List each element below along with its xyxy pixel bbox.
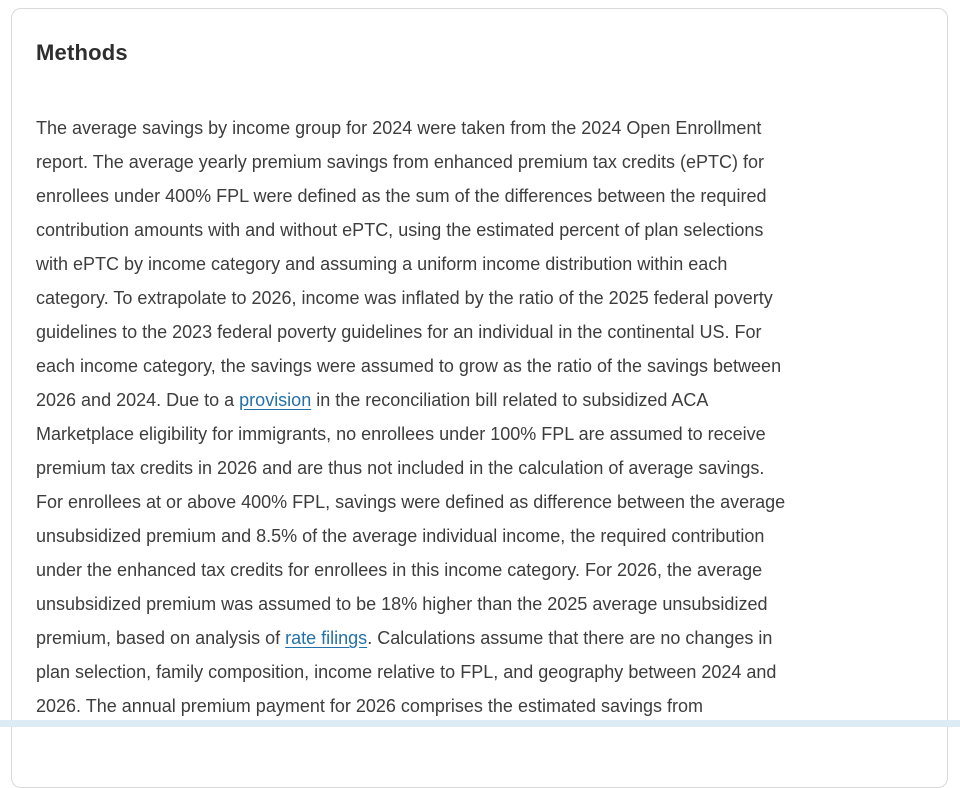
paragraph-text: premium tax credits in 2026 and are thus not included in the calculation of average savings. (36, 458, 764, 478)
paragraph-text: category. To extrapolate to 2026, income was inflated by the ratio of the 2025 federal poverty (36, 288, 773, 308)
paragraph-line (36, 281, 923, 315)
paragraph-text: report. The average yearly premium savings from enhanced premium tax credits (ePTC) for (36, 152, 764, 172)
paragraph-line (36, 553, 923, 587)
paragraph-line (36, 587, 923, 621)
paragraph-line (36, 621, 923, 655)
bottom-strip (0, 720, 960, 727)
paragraph-text: each income category, the savings were assumed to grow as the ratio of the savings between (36, 356, 781, 376)
paragraph-text: contribution amounts with and without ePTC, using the estimated percent of plan selections (36, 220, 763, 240)
paragraph-text: Marketplace eligibility for immigrants, no enrollees under 100% FPL are assumed to receive (36, 424, 766, 444)
paragraph-text: . Calculations assume that there are no changes in (367, 628, 772, 648)
paragraph-text: premium, based on analysis of (36, 628, 285, 648)
paragraph-line (36, 247, 923, 281)
paragraph-text: under the enhanced tax credits for enrollees in this income category. For 2026, the average (36, 560, 762, 580)
paragraph-line (36, 485, 923, 519)
section-title: Methods (36, 39, 923, 67)
paragraph-line (36, 417, 923, 451)
paragraph-line (36, 145, 923, 179)
methods-paragraph (36, 111, 923, 723)
rate-filings-link[interactable]: rate filings (285, 628, 367, 648)
paragraph-text: enrollees under 400% FPL were defined as the sum of the differences between the required (36, 186, 766, 206)
paragraph-text: 2026. The annual premium payment for 2026 comprises the estimated savings from (36, 696, 703, 716)
paragraph-text: with ePTC by income category and assuming a uniform income distribution within each (36, 254, 727, 274)
paragraph-line (36, 179, 923, 213)
paragraph-line (36, 111, 923, 145)
paragraph-line (36, 689, 923, 723)
paragraph-line (36, 655, 923, 689)
paragraph-text: The average savings by income group for 2024 were taken from the 2024 Open Enrollment (36, 118, 761, 138)
paragraph-text: unsubsidized premium and 8.5% of the average individual income, the required contribution (36, 526, 764, 546)
paragraph-text: 2026 and 2024. Due to a (36, 390, 239, 410)
paragraph-text: plan selection, family composition, income relative to FPL, and geography between 2024 and (36, 662, 776, 682)
paragraph-line (36, 213, 923, 247)
paragraph-text: unsubsidized premium was assumed to be 18% higher than the 2025 average unsubsidized (36, 594, 767, 614)
paragraph-line (36, 383, 923, 417)
paragraph-text: in the reconciliation bill related to subsidized ACA (311, 390, 708, 410)
paragraph-line (36, 315, 923, 349)
paragraph-text: For enrollees at or above 400% FPL, savings were defined as difference between the average (36, 492, 785, 512)
paragraph-line (36, 519, 923, 553)
paragraph-line (36, 451, 923, 485)
paragraph-text: guidelines to the 2023 federal poverty guidelines for an individual in the continental US. For (36, 322, 761, 342)
paragraph-line (36, 349, 923, 383)
provision-link[interactable]: provision (239, 390, 311, 410)
methods-card (11, 8, 948, 788)
